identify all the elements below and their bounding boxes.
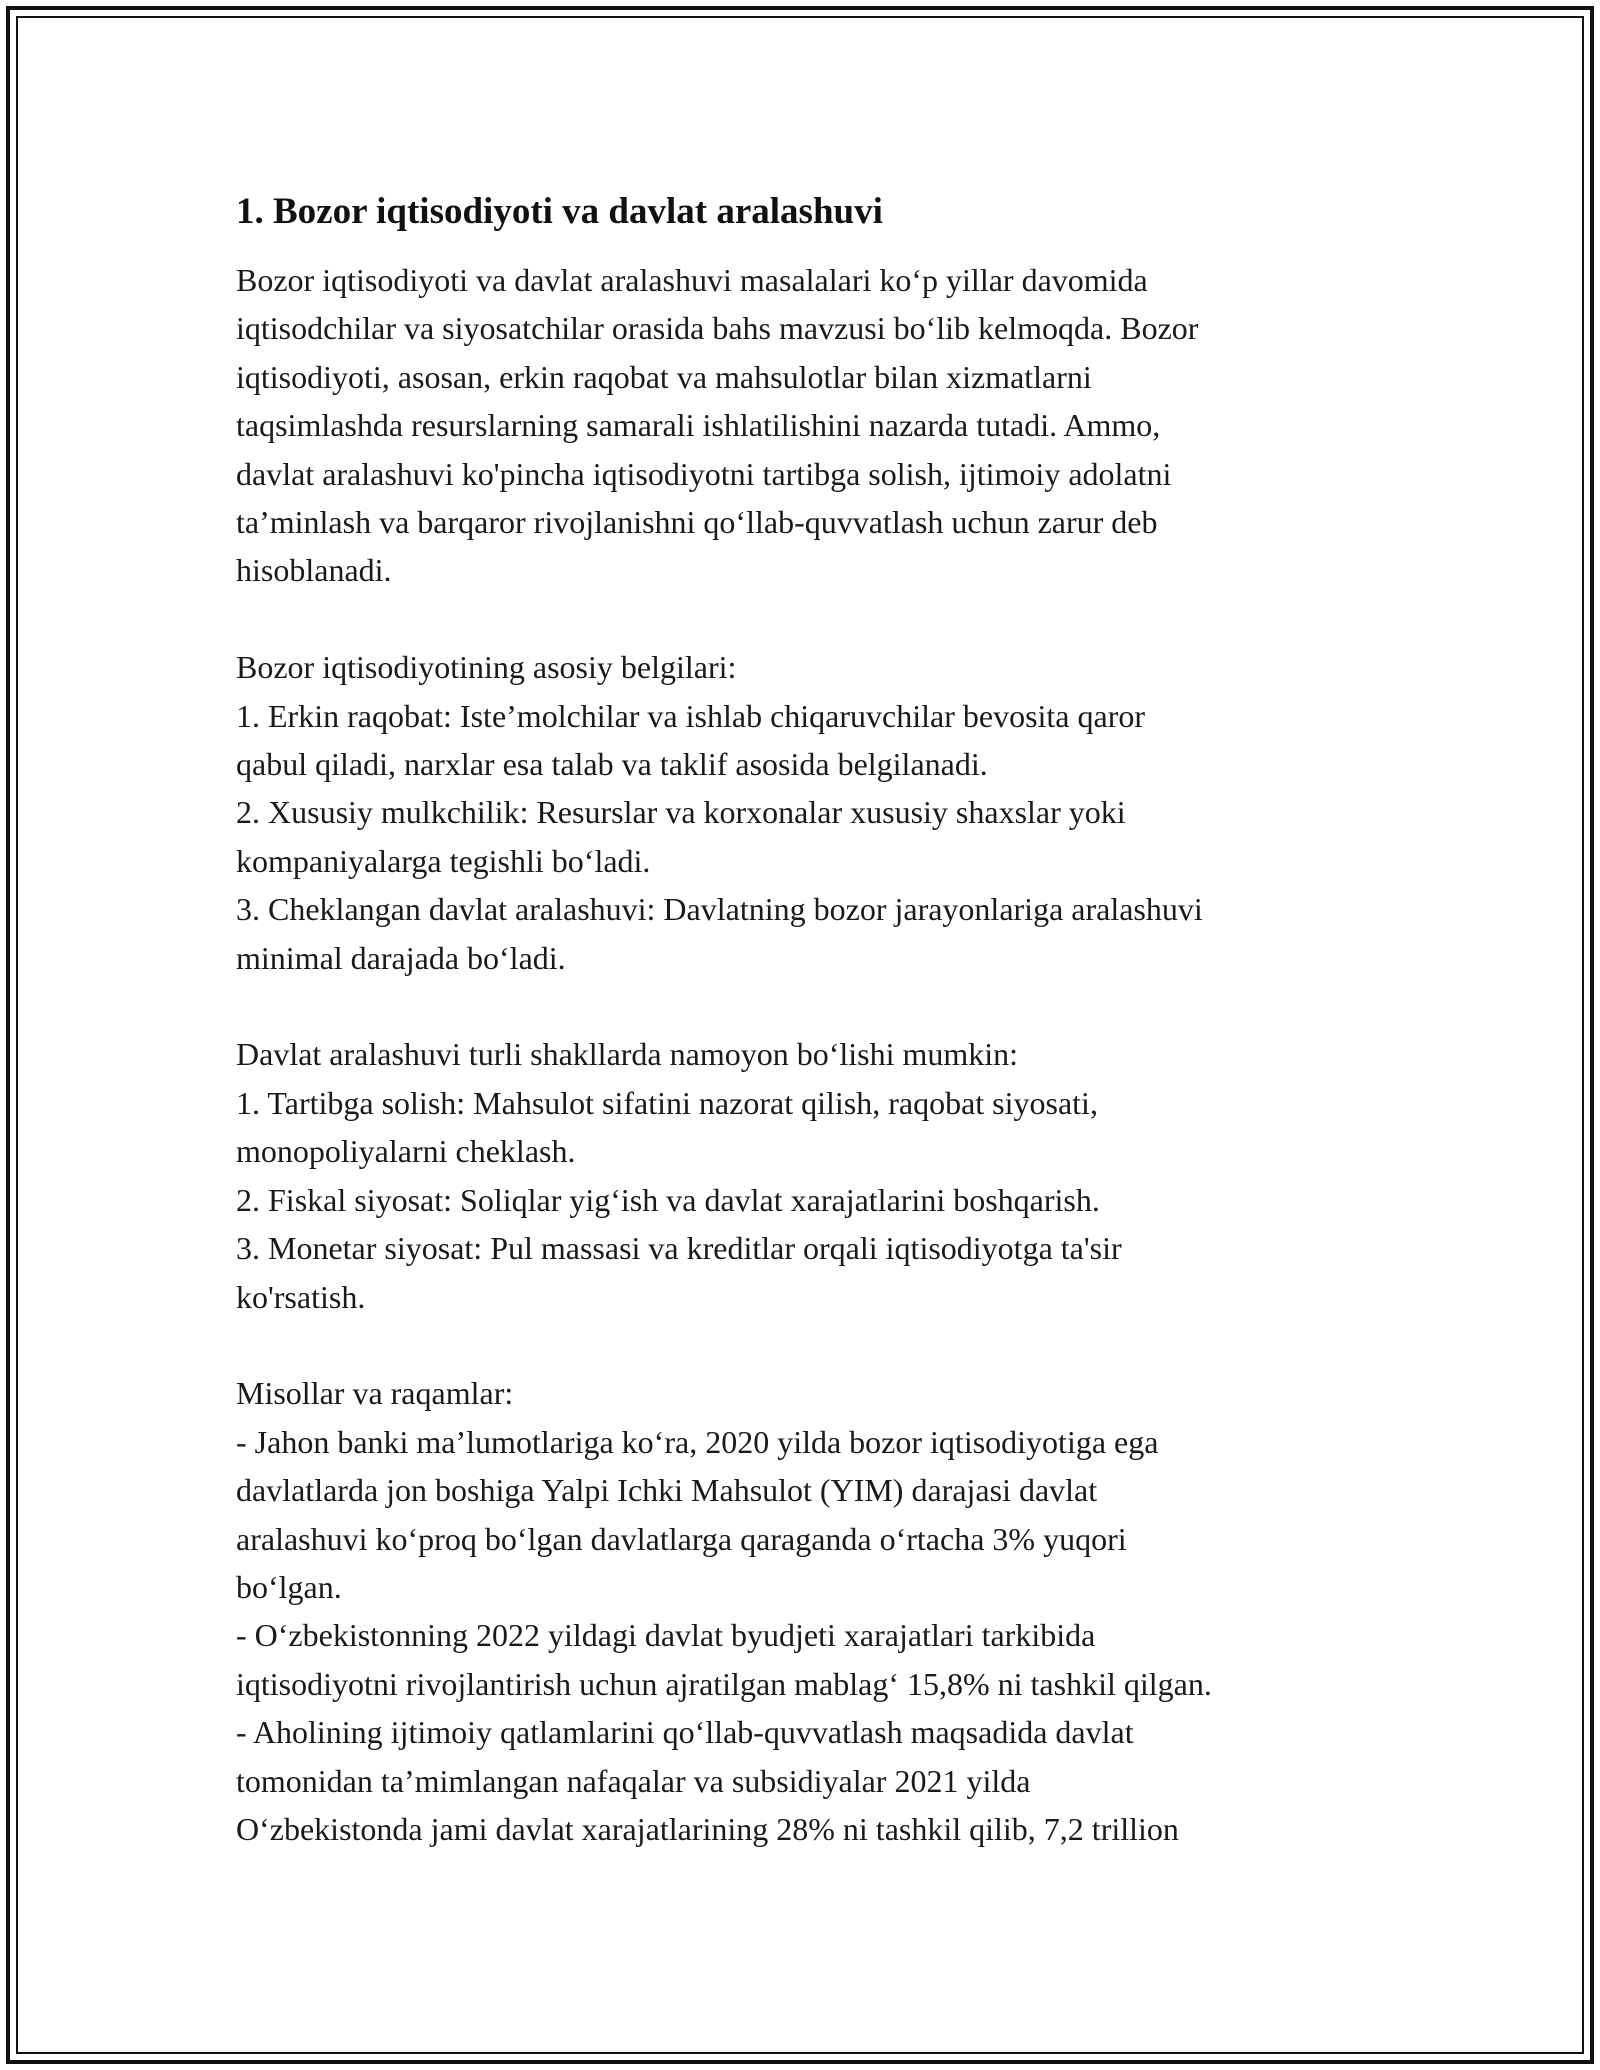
list-item: - O‘zbekistonning 2022 yildagi davlat byudjeti xarajatlari tarkibida — [236, 1617, 1096, 1654]
list-item: qabul qiladi, narxlar esa talab va taklif asosida belgilanadi. — [236, 746, 988, 783]
list-item: 3. Monetar siyosat: Pul massasi va kreditlar orqali iqtisodiyotga ta'sir — [236, 1230, 1122, 1267]
list-item: 2. Xususiy mulkchilik: Resurslar va korxonalar xususiy shaxslar yoki — [236, 794, 1126, 831]
list-item: - Jahon banki ma’lumotlariga ko‘ra, 2020 yilda bozor iqtisodiyotiga ega — [236, 1423, 1159, 1460]
list-item: kompaniyalarga tegishli bo‘ladi. — [236, 842, 651, 879]
list-item: - Aholining ijtimoiy qatlamlarini qo‘llab-quvvatlash maqsadida davlat — [236, 1714, 1134, 1751]
intervention-forms-list — [236, 1030, 1386, 1320]
paragraph-spacer — [236, 595, 1386, 643]
list-heading: Davlat aralashuvi turli shakllarda namoyon bo‘lishi mumkin: — [236, 1036, 1019, 1073]
text-line: davlat aralashuvi ko'pincha iqtisodiyotni tartibga solish, ijtimoiy adolatni — [236, 455, 1172, 492]
text-line: iqtisodchilar va siyosatchilar orasida bahs mavzusi bo‘lib kelmoqda. Bozor — [236, 310, 1199, 347]
list-item: tomonidan ta’mimlangan nafaqalar va subsidiyalar 2021 yilda — [236, 1762, 1031, 1799]
list-item: monopoliyalarni cheklash. — [236, 1133, 576, 1170]
list-heading: Bozor iqtisodiyotining asosiy belgilari: — [236, 649, 737, 686]
list-item: 1. Tartibga solish: Mahsulot sifatini nazorat qilish, raqobat siyosati, — [236, 1084, 1098, 1121]
list-item: minimal darajada bo‘ladi. — [236, 939, 566, 976]
list-item: bo‘lgan. — [236, 1568, 342, 1605]
text-line: ta’minlash va barqaror rivojlanishni qo‘llab-quvvatlash uchun zarur deb — [236, 504, 1158, 541]
list-item: ko'rsatish. — [236, 1278, 366, 1315]
list-item: davlatlarda jon boshiga Yalpi Ichki Mahsulot (YIM) darajasi davlat — [236, 1472, 1098, 1509]
document-body — [236, 188, 1386, 1853]
list-item: 3. Cheklangan davlat aralashuvi: Davlatning bozor jarayonlariga aralashuvi — [236, 891, 1203, 928]
text-line: Bozor iqtisodiyoti va davlat aralashuvi masalalari ko‘p yillar davomida — [236, 262, 1148, 298]
list-item: O‘zbekistonda jami davlat xarajatlarining 28% ni tashkil qilib, 7,2 trillion — [236, 1810, 1179, 1847]
list-item: aralashuvi ko‘proq bo‘lgan davlatlarga qaraganda o‘rtacha 3% yuqori — [236, 1520, 1127, 1557]
text-line: hisoblanadi. — [236, 552, 392, 589]
list-heading: Misollar va raqamlar: — [236, 1375, 514, 1412]
market-features-list — [236, 643, 1386, 982]
examples-list — [236, 1369, 1386, 1853]
section-heading: 1. Bozor iqtisodiyoti va davlat aralashuvi — [236, 191, 883, 232]
paragraph-spacer — [236, 1321, 1386, 1369]
intro-paragraph — [236, 256, 1386, 595]
list-item: 2. Fiskal siyosat: Soliqlar yig‘ish va davlat xarajatlarini boshqarish. — [236, 1181, 1100, 1218]
list-item: iqtisodiyotni rivojlantirish uchun ajratilgan mablag‘ 15,8% ni tashkil qilgan. — [236, 1665, 1212, 1702]
list-item: 1. Erkin raqobat: Iste’molchilar va ishlab chiqaruvchilar bevosita qaror — [236, 697, 1146, 734]
text-line: iqtisodiyoti, asosan, erkin raqobat va mahsulotlar bilan xizmatlarni — [236, 358, 1092, 395]
text-line: taqsimlashda resurslarning samarali ishlatilishini nazarda tutadi. Ammo, — [236, 407, 1161, 444]
paragraph-spacer — [236, 982, 1386, 1030]
